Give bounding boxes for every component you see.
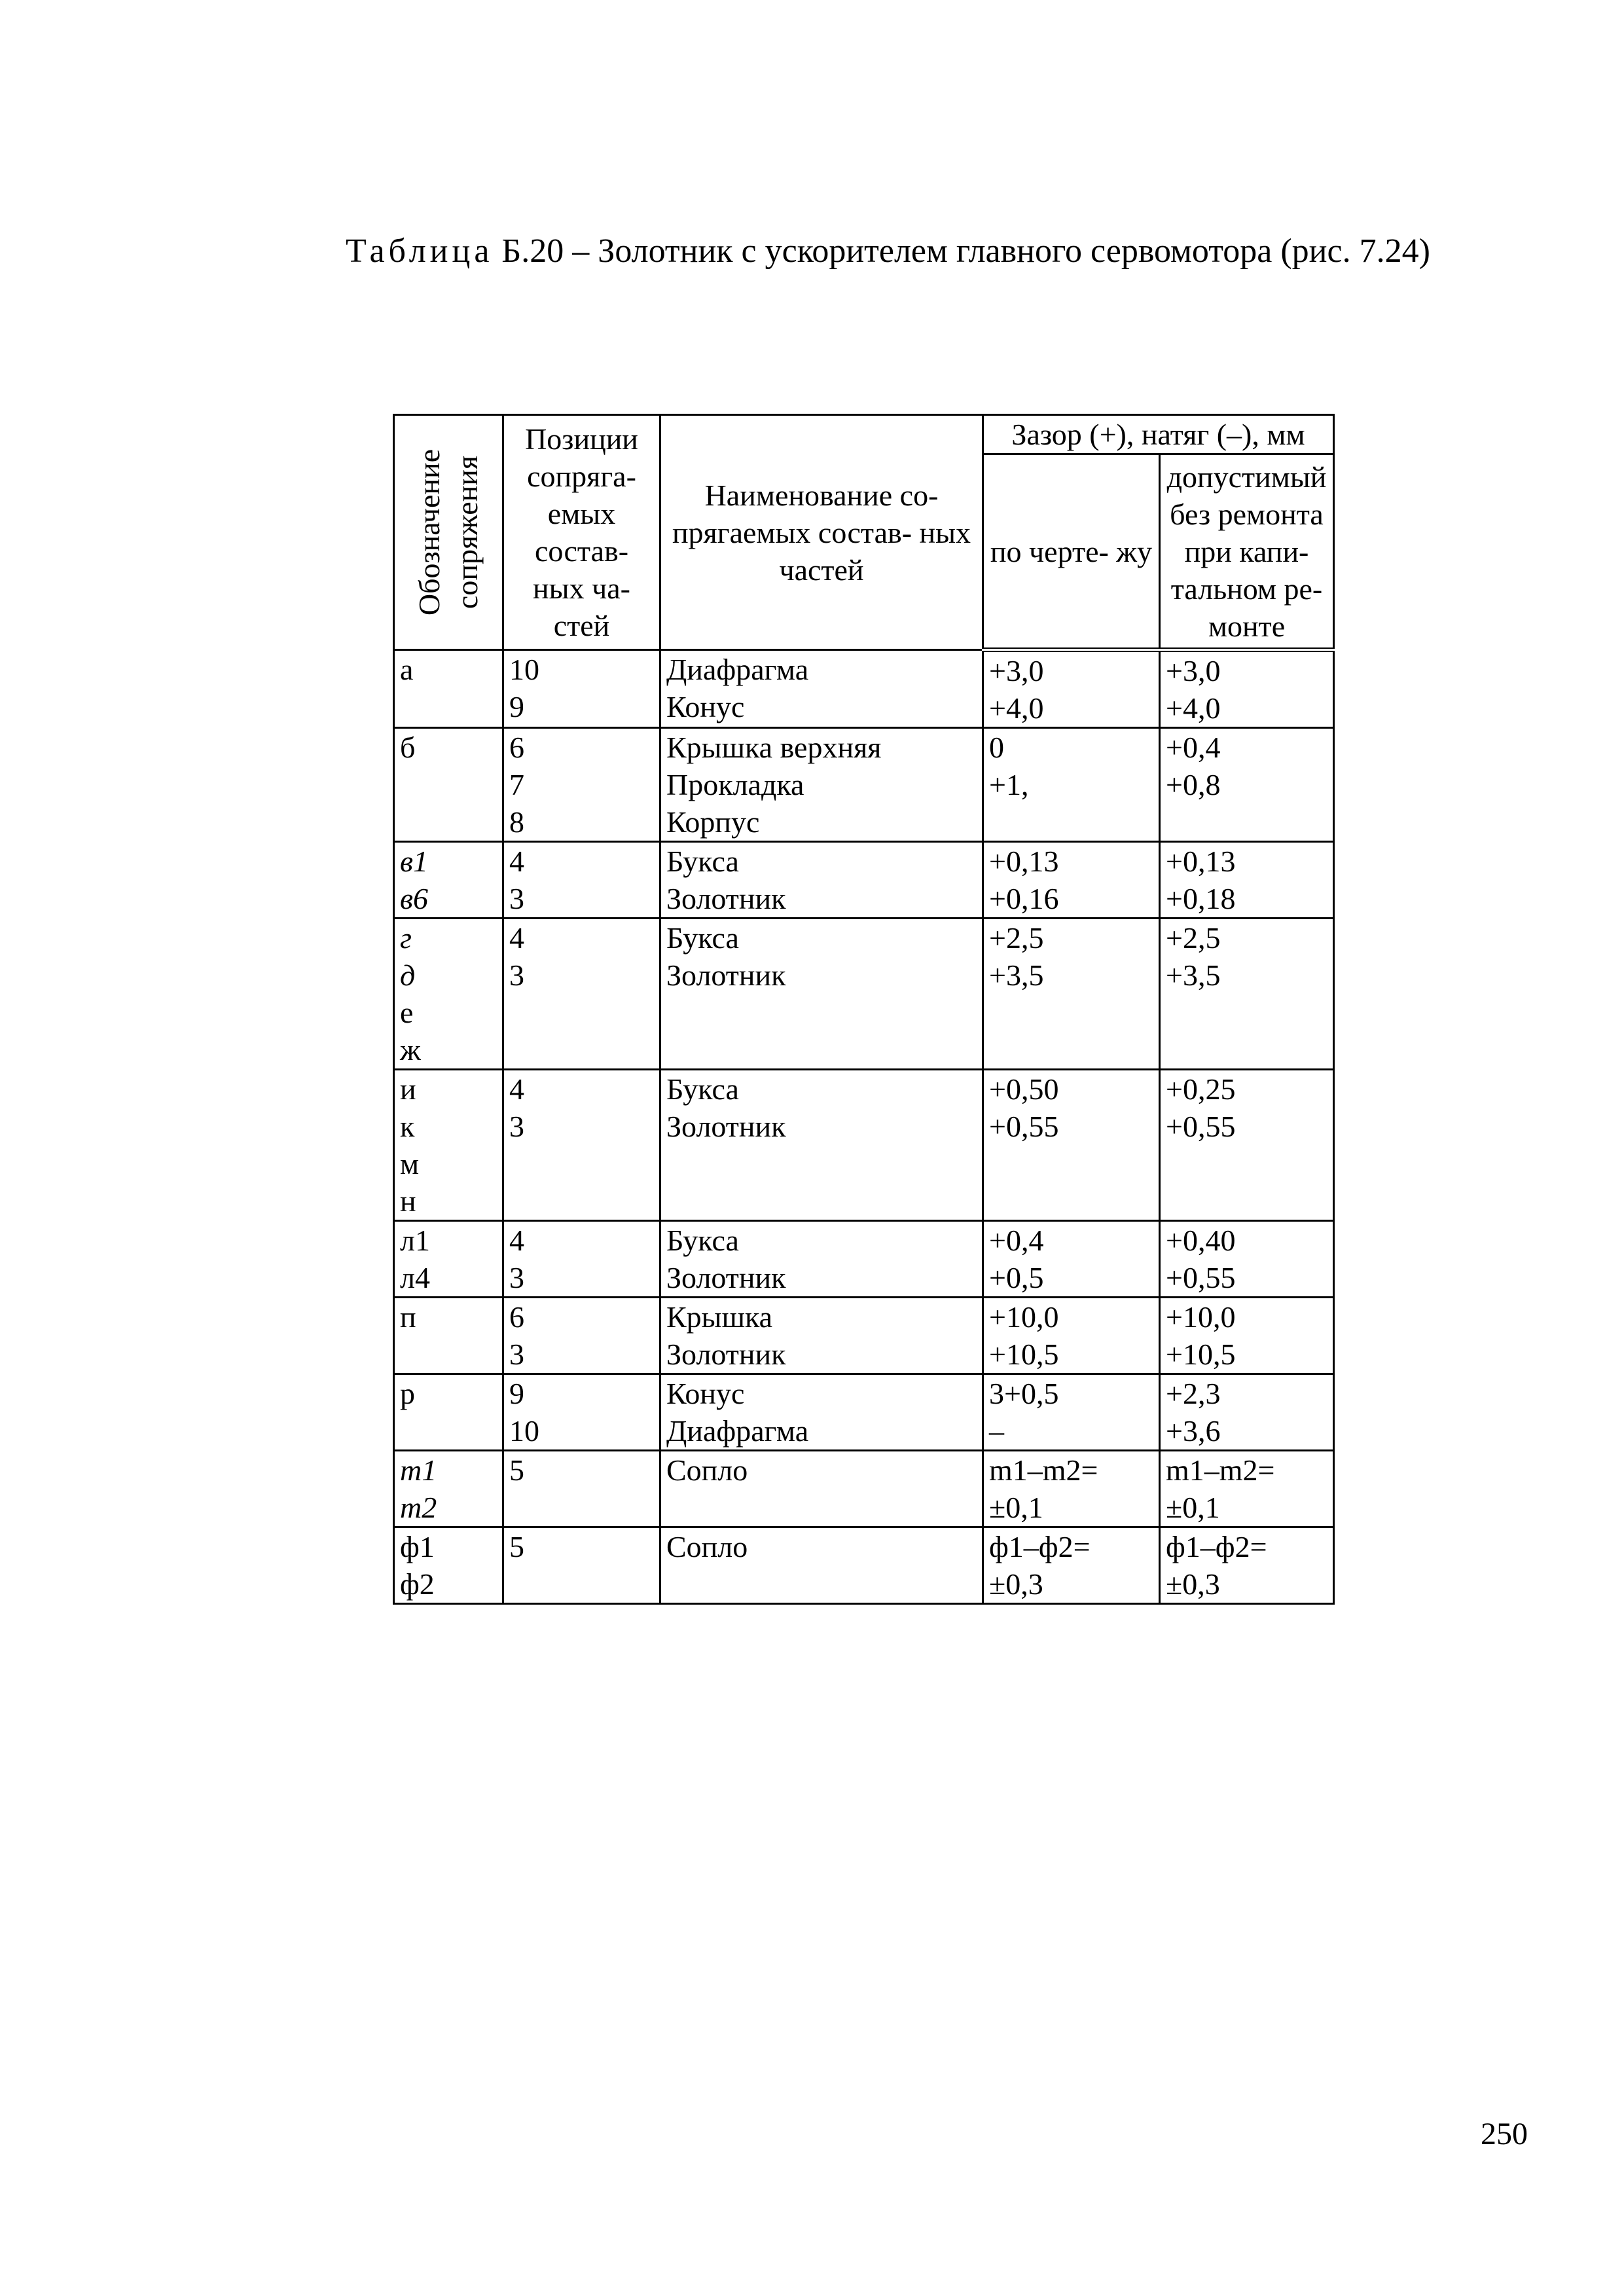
cell-line: +0,55 (989, 1110, 1059, 1143)
header-clearance-group (983, 415, 1334, 454)
cell-line: 4 (509, 845, 524, 878)
cell-positions (503, 842, 660, 919)
cell-line: ж (400, 1033, 421, 1066)
cell-line: +2,5 (989, 921, 1044, 955)
cell-designation (394, 1221, 503, 1298)
cell-line: Букса (666, 845, 739, 878)
specification-table (393, 414, 1335, 1605)
cell-positions (503, 1527, 660, 1604)
table-row (394, 1451, 1334, 1527)
cell-line: +10,5 (1166, 1338, 1236, 1371)
cell-line: +0,25 (1166, 1072, 1236, 1106)
cell-line: +10,0 (989, 1300, 1059, 1334)
cell-line: 3 (509, 882, 524, 915)
caption-label: Таблица (346, 232, 494, 270)
cell-allowed (1160, 1221, 1334, 1298)
header-by-drawing (983, 454, 1160, 650)
cell-names (660, 1374, 983, 1451)
cell-line: +0,8 (1166, 768, 1221, 801)
cell-line: 3 (509, 1338, 524, 1371)
cell-line: 3 (509, 1110, 524, 1143)
cell-line: +0,18 (1166, 882, 1236, 915)
cell-line: ф1 (400, 1530, 435, 1563)
cell-line: +0,50 (989, 1072, 1059, 1106)
cell-positions (503, 1070, 660, 1221)
cell-line: +3,0 (989, 654, 1044, 687)
cell-line: в6 (400, 882, 428, 915)
caption-text: Б.20 – Золотник с ускорителем главного сервомотора (рис. 7.24) (493, 232, 1430, 270)
cell-line: +4,0 (1166, 691, 1221, 725)
cell-line: ф1–ф2= (989, 1530, 1091, 1563)
cell-line: Диафрагма (666, 1414, 809, 1448)
header-names (660, 415, 983, 650)
cell-line: 10 (509, 1414, 539, 1448)
cell-line: Корпус (666, 805, 760, 839)
cell-line: Крышка (666, 1300, 773, 1334)
cell-line: +4,0 (989, 691, 1044, 725)
cell-line: +2,5 (1166, 921, 1221, 955)
cell-line: п (400, 1300, 416, 1334)
cell-line: +1, (989, 768, 1029, 801)
cell-line: Крышка верхняя (666, 731, 882, 764)
table-body (394, 650, 1334, 1604)
cell-line: Конус (666, 1377, 745, 1410)
header-allowed (1160, 454, 1334, 650)
cell-line: е (400, 996, 414, 1029)
cell-line: m2 (400, 1491, 437, 1524)
cell-line: Прокладка (666, 768, 804, 801)
cell-drawing (983, 1298, 1160, 1374)
cell-line: +0,13 (1166, 845, 1236, 878)
header-positions-label: Позиции сопряга- емых состав- ных ча- стей (525, 422, 638, 642)
cell-line: 9 (509, 1377, 524, 1410)
cell-names (660, 1070, 983, 1221)
cell-line: Сопло (666, 1453, 748, 1487)
cell-line: л4 (400, 1261, 430, 1294)
cell-names (660, 1298, 983, 1374)
cell-drawing (983, 919, 1160, 1070)
cell-names (660, 919, 983, 1070)
cell-designation (394, 1527, 503, 1604)
cell-line: m1–m2= (989, 1453, 1098, 1487)
cell-drawing (983, 650, 1160, 728)
cell-line: 5 (509, 1453, 524, 1487)
cell-allowed (1160, 650, 1334, 728)
cell-line: ф1–ф2= (1166, 1530, 1267, 1563)
cell-line: Золотник (666, 882, 786, 915)
cell-names (660, 1221, 983, 1298)
cell-allowed (1160, 1451, 1334, 1527)
cell-line: +10,5 (989, 1338, 1059, 1371)
cell-positions (503, 728, 660, 842)
table-row (394, 1298, 1334, 1374)
table-caption (196, 211, 1492, 292)
page-number: 250 (1481, 2117, 1528, 2151)
cell-designation (394, 1451, 503, 1527)
header-designation (394, 415, 503, 650)
cell-line: д (400, 958, 416, 992)
cell-positions (503, 919, 660, 1070)
cell-allowed (1160, 919, 1334, 1070)
cell-line: +10,0 (1166, 1300, 1236, 1334)
cell-line: к (400, 1110, 415, 1143)
header-names-label: Наименование со- прягаемых состав- ных частей (672, 478, 971, 587)
cell-designation (394, 1070, 503, 1221)
table-row (394, 842, 1334, 919)
cell-line: +0,55 (1166, 1261, 1236, 1294)
cell-drawing (983, 842, 1160, 919)
cell-positions (503, 1221, 660, 1298)
cell-line: ф2 (400, 1567, 435, 1601)
cell-line: р (400, 1377, 415, 1410)
cell-names (660, 1527, 983, 1604)
cell-line: +3,6 (1166, 1414, 1221, 1448)
cell-drawing (983, 1374, 1160, 1451)
cell-line: +2,3 (1166, 1377, 1221, 1410)
cell-line: 3 (509, 958, 524, 992)
cell-line: 10 (509, 653, 539, 686)
cell-line: +0,4 (1166, 731, 1221, 764)
cell-line: Сопло (666, 1530, 748, 1563)
cell-designation (394, 1374, 503, 1451)
cell-line: +0,4 (989, 1224, 1044, 1257)
cell-line: 6 (509, 731, 524, 764)
cell-line: Букса (666, 921, 739, 955)
cell-allowed (1160, 1298, 1334, 1374)
cell-line: 3+0,5 (989, 1377, 1059, 1410)
cell-line: Золотник (666, 958, 786, 992)
table-row (394, 650, 1334, 728)
cell-line: 7 (509, 768, 524, 801)
cell-line: 5 (509, 1530, 524, 1563)
table-row (394, 919, 1334, 1070)
cell-designation (394, 1298, 503, 1374)
cell-line: л1 (400, 1224, 430, 1257)
cell-names (660, 842, 983, 919)
cell-line: г (400, 921, 412, 955)
cell-designation (394, 842, 503, 919)
cell-positions (503, 1374, 660, 1451)
cell-line: +3,5 (989, 958, 1044, 992)
cell-line: 9 (509, 690, 524, 723)
cell-drawing (983, 1451, 1160, 1527)
cell-positions (503, 650, 660, 728)
cell-line: б (400, 731, 416, 764)
cell-line: +0,40 (1166, 1224, 1236, 1257)
cell-line: 4 (509, 1072, 524, 1106)
cell-line: – (989, 1414, 1004, 1448)
cell-drawing (983, 728, 1160, 842)
cell-line: Букса (666, 1072, 739, 1106)
cell-line: н (400, 1184, 416, 1218)
cell-line: m1 (400, 1453, 437, 1487)
cell-names (660, 650, 983, 728)
cell-line: 0 (989, 731, 1004, 764)
cell-line: Конус (666, 690, 745, 723)
cell-line: в1 (400, 845, 428, 878)
cell-line: +0,5 (989, 1261, 1044, 1294)
table-row (394, 1070, 1334, 1221)
cell-line: +0,16 (989, 882, 1059, 915)
cell-allowed (1160, 1374, 1334, 1451)
cell-line: Букса (666, 1224, 739, 1257)
cell-line: 8 (509, 805, 524, 839)
header-clearance-group-label: Зазор (+), натяг (–), мм (1011, 418, 1305, 451)
cell-allowed (1160, 1527, 1334, 1604)
cell-line: ±0,3 (1166, 1567, 1220, 1601)
cell-line: а (400, 653, 414, 686)
cell-line: ±0,1 (1166, 1491, 1220, 1524)
cell-designation (394, 728, 503, 842)
cell-names (660, 1451, 983, 1527)
header-allowed-label: допустимый без ремонта при капи- тальном ре- монте (1166, 460, 1327, 643)
cell-line: 4 (509, 921, 524, 955)
cell-line: +0,13 (989, 845, 1059, 878)
cell-designation (394, 650, 503, 728)
header-designation-label: Обозначение сопряжения (412, 448, 484, 616)
cell-line: +0,55 (1166, 1110, 1236, 1143)
cell-allowed (1160, 1070, 1334, 1221)
cell-drawing (983, 1527, 1160, 1604)
cell-positions (503, 1451, 660, 1527)
cell-line: м (400, 1147, 420, 1180)
cell-line: 6 (509, 1300, 524, 1334)
cell-positions (503, 1298, 660, 1374)
cell-line: ±0,1 (989, 1491, 1043, 1524)
cell-line: +3,5 (1166, 958, 1221, 992)
cell-line: 4 (509, 1224, 524, 1257)
cell-line: +3,0 (1166, 654, 1221, 687)
table-row (394, 1527, 1334, 1604)
table-row (394, 1374, 1334, 1451)
cell-line: ±0,3 (989, 1567, 1043, 1601)
cell-line: Диафрагма (666, 653, 809, 686)
cell-names (660, 728, 983, 842)
cell-drawing (983, 1070, 1160, 1221)
cell-allowed (1160, 728, 1334, 842)
cell-line: и (400, 1072, 416, 1106)
header-positions (503, 415, 660, 650)
table-row (394, 728, 1334, 842)
cell-line: Золотник (666, 1261, 786, 1294)
header-by-drawing-label: по черте- жу (990, 534, 1153, 568)
cell-designation (394, 919, 503, 1070)
cell-line: 3 (509, 1261, 524, 1294)
cell-drawing (983, 1221, 1160, 1298)
table-row (394, 1221, 1334, 1298)
cell-line: Золотник (666, 1338, 786, 1371)
cell-line: Золотник (666, 1110, 786, 1143)
cell-allowed (1160, 842, 1334, 919)
cell-line: m1–m2= (1166, 1453, 1275, 1487)
